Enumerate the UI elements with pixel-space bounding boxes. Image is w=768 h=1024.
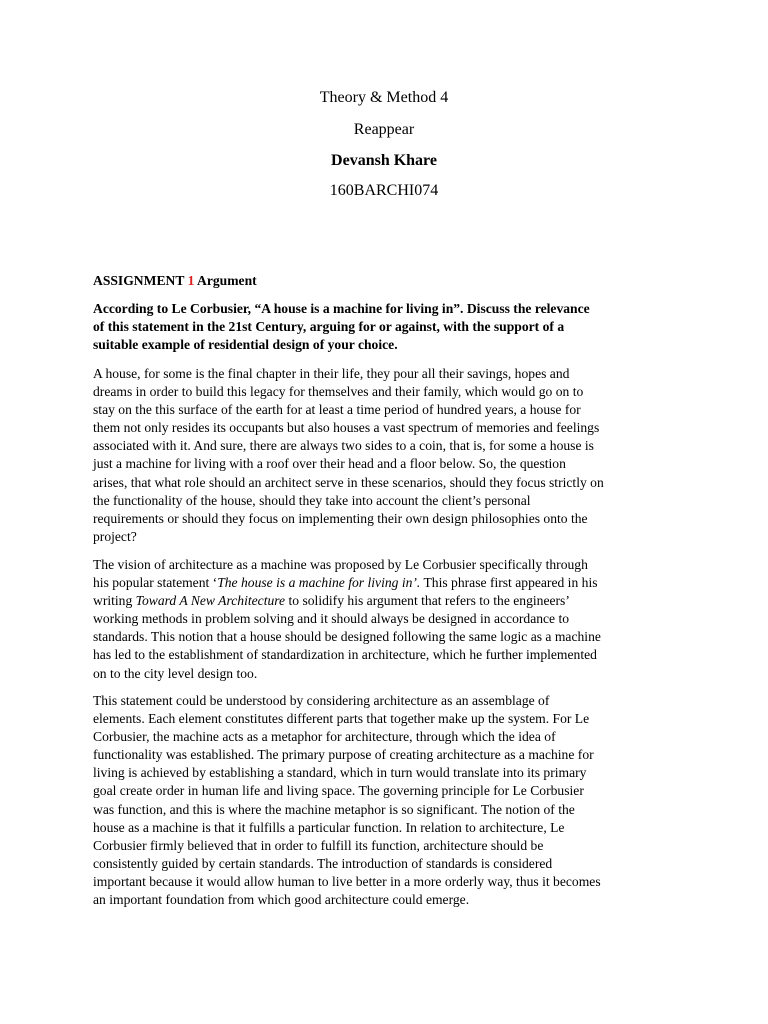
text-run: his popular statement ‘ <box>93 575 218 591</box>
paragraph-line: The vision of architecture as a machine was proposed by Le Corbusier specifically through <box>93 557 588 572</box>
assignment-number: 1 <box>187 273 195 288</box>
paragraph-line: associated with it. And sure, there are always two sides to a coin, that is, for some a house is <box>93 438 594 454</box>
assignment-question <box>93 300 683 354</box>
paragraph-line: them not only resides its occupants but also houses a vast spectrum of memories and feelings <box>93 420 600 436</box>
paragraph-line: project? <box>93 528 137 544</box>
paragraph-line: was function, and this is where the machine metaphor is so significant. The notion of the <box>93 801 575 817</box>
submission-type: Reappear <box>353 121 415 138</box>
quoted-statement: The house is a machine for living in’. <box>217 575 421 591</box>
text-run: to solidify his argument that refers to the engineers’ <box>285 593 570 609</box>
paragraph-line: This statement could be understood by considering architecture as an assemblage of <box>93 693 550 708</box>
course-title: Theory & Method 4 <box>319 89 449 106</box>
assignment-heading <box>93 272 257 290</box>
paragraph-line: consistently guided by certain standards. The introduction of standards is considered <box>93 855 553 871</box>
paragraph-2 <box>93 556 683 683</box>
question-line: of this statement in the 21st Century, arguing for or against, with the support of a <box>93 319 565 335</box>
paragraph-line: A house, for some is the final chapter in their life, they pour all their savings, hopes and <box>93 366 570 381</box>
paragraph-line: arises, that what role should an architect serve in these scenarios, should they focus strictly on <box>93 474 604 490</box>
paragraph-line: dreams in order to build this legacy for themselves and their family, which would go on to <box>93 384 584 400</box>
paragraph-line: on to the city level design too. <box>93 665 258 681</box>
text-run: writing <box>93 593 136 609</box>
paragraph-line: living is achieved by establishing a standard, which in turn would translate into its primary <box>93 765 587 781</box>
question-line: According to Le Corbusier, “A house is a machine for living in”. Discuss the relevance <box>93 301 590 316</box>
roll-number: 160BARCHI074 <box>329 182 439 199</box>
paragraph-1 <box>93 365 683 546</box>
paragraph-line <box>93 592 683 610</box>
author-name: Devansh Khare <box>331 152 437 169</box>
paragraph-line: has led to the establishment of standardization in architecture, which he further implemented <box>93 647 597 663</box>
paragraph-line: important because it would allow human to live better in a more orderly way, thus it becomes <box>93 873 601 889</box>
paragraph-line: working methods in problem solving and it should always be designed in accordance to <box>93 611 570 627</box>
paragraph-line: requirements or should they focus on implementing their own design philosophies onto the <box>93 510 588 526</box>
text-run: This phrase first appeared in his <box>420 575 598 591</box>
paragraph-3 <box>93 692 683 909</box>
book-title: Toward A New Architecture <box>135 593 286 609</box>
paragraph-line: Corbusier, the machine acts as a metaphor for architecture, through which the idea of <box>93 729 556 745</box>
question-line: suitable example of residential design of your choice. <box>93 337 398 353</box>
paragraph-line: standards. This notion that a house should be designed following the same logic as a machine <box>93 629 601 645</box>
paragraph-line: goal create order in human life and living space. The governing principle for Le Corbusier <box>93 783 584 799</box>
paragraph-line: elements. Each element constitutes different parts that together make up the system. For Le <box>93 711 590 727</box>
paragraph-line: stay on the this surface of the earth for at least a time period of hundred years, a house for <box>93 402 581 418</box>
paragraph-line: house as a machine is that it fulfills a particular function. In relation to architecture, Le <box>93 819 565 835</box>
paragraph-line: an important foundation from which good architecture could emerge. <box>93 892 470 908</box>
assignment-label: ASSIGNMENT <box>93 273 185 288</box>
paragraph-line <box>93 574 683 592</box>
paragraph-line: the functionality of the house, should they take into account the client’s personal <box>93 492 531 508</box>
paragraph-line: Corbusier firmly believed that in order to fulfill its function, architecture should be <box>93 837 544 853</box>
assignment-title: Argument <box>197 273 257 288</box>
paragraph-line: just a machine for living with a roof over their head and a floor below. So, the question <box>93 456 566 472</box>
paragraph-line: functionality was established. The primary purpose of creating architecture as a machine for <box>93 747 594 763</box>
